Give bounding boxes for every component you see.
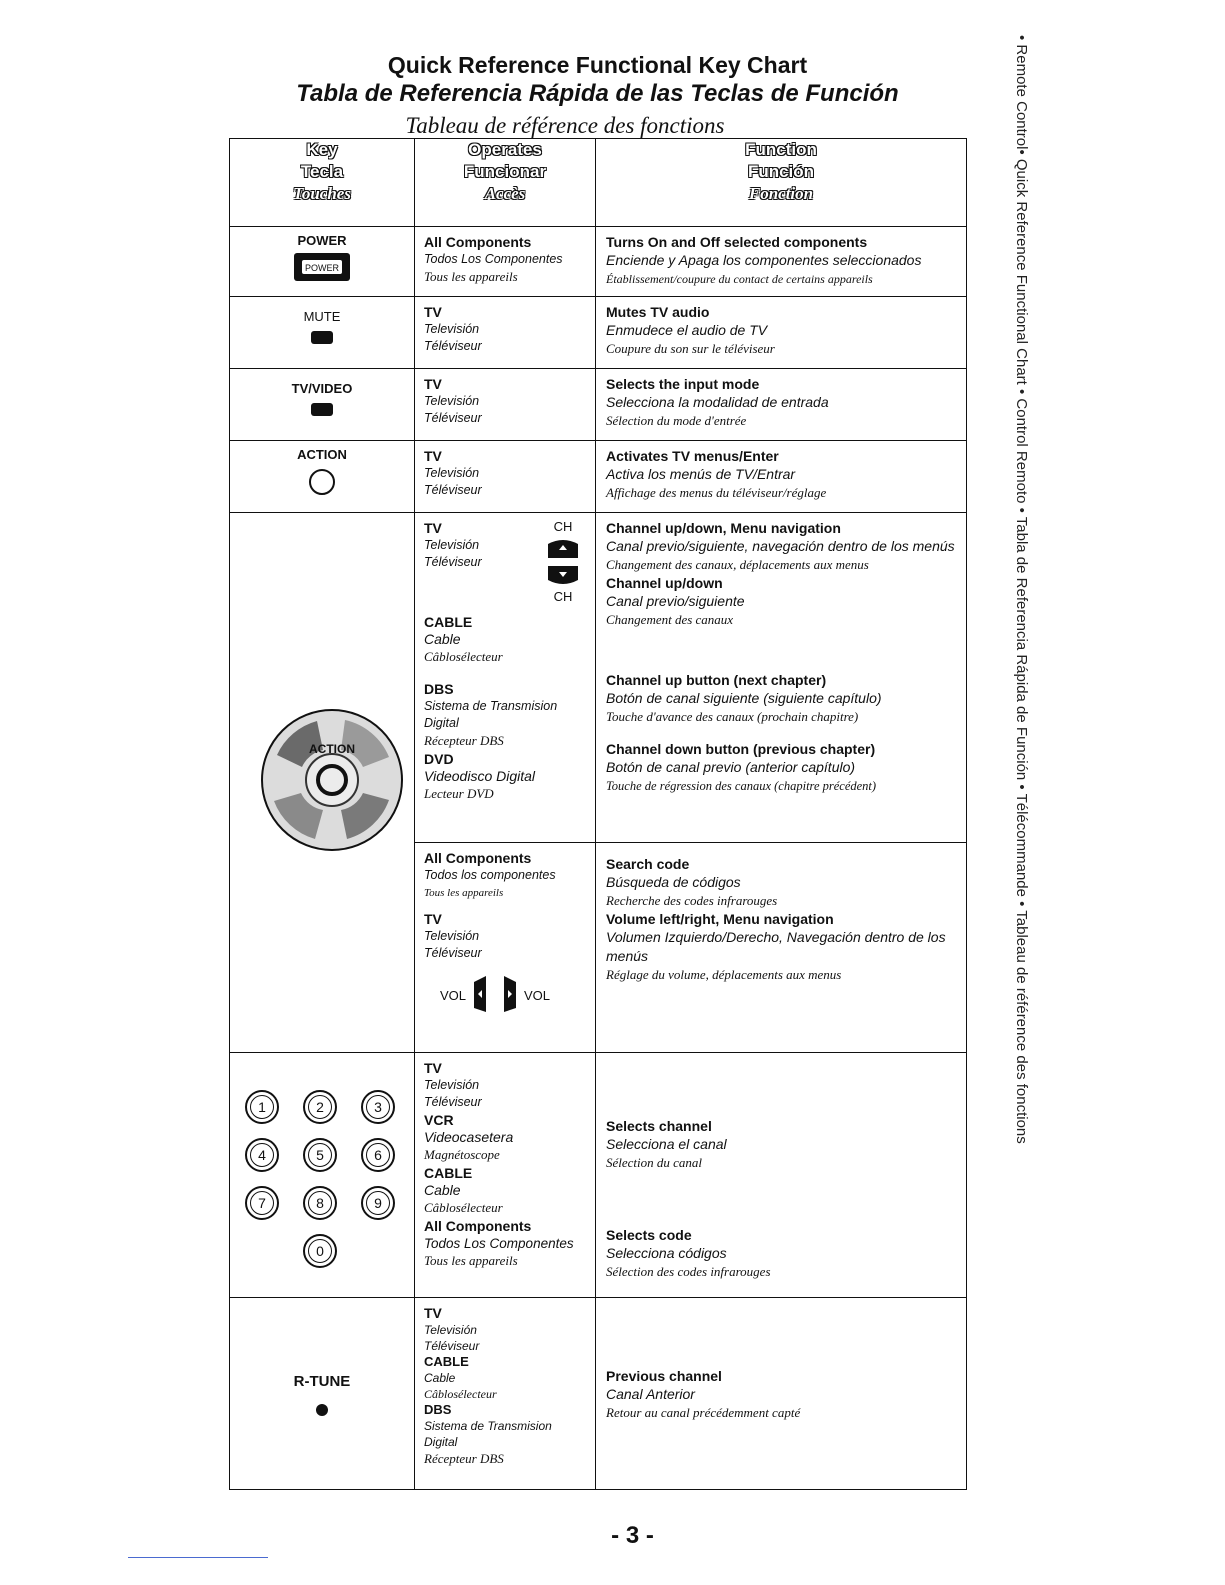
action-pad-label: ACTION [309, 742, 355, 756]
bottom-rule [128, 1557, 268, 1558]
function-cell: Selects the input mode Selecciona la modalidad de entrada Sélection du mode d'entrée [596, 369, 967, 441]
power-icon-label: POWER [304, 263, 340, 273]
table-row [230, 441, 967, 513]
key-cell-rtune: R-TUNE [230, 1298, 415, 1490]
operates-cell: TV Televisión Téléviseur CH CH CABLE Cable Câblosélecteur DBS Sistema de Transmision Digital Récepteur DBS DVD Videodisco Digital Lecteur DVD [415, 513, 596, 843]
digit-8-button[interactable] [303, 1186, 337, 1220]
key-cell-mute: MUTE [230, 297, 415, 369]
digit-label: 2 [308, 1095, 332, 1119]
ch-label-bottom: CH [553, 589, 573, 604]
function-cell: Mutes TV audio Enmudece el audio de TV Coupure du son sur le téléviseur [596, 297, 967, 369]
channel-buttons [541, 519, 585, 604]
digit-4-button[interactable] [245, 1138, 279, 1172]
digit-label: 4 [250, 1143, 274, 1167]
digit-6-button[interactable] [361, 1138, 395, 1172]
side-running-header: • Remote Control• Quick Reference Functional Chart • Control Remoto • Tabla de Referencia Rápida de Función • Télécommande • Tableau de référence des fonctions [1013, 35, 1030, 1144]
key-cell-tvvideo: TV/VIDEO [230, 369, 415, 441]
key-cell-digits [230, 1053, 415, 1298]
function-cell: Channel up/down, Menu navigation Canal previo/siguiente, navegación dentro de los menús Changement des canaux, déplacements aux menus Channel up/down Canal previo/siguiente Changement des canaux Channel up button (next chapter) Botón de canal siguiente (siguiente capítulo) Touche d'avance des canaux (prochain chapitre) Channel down button (previous chapter) Botón de canal previo (anterior capítulo) Touche de régression des canaux (chapitre précédent) [596, 513, 967, 843]
table-row [230, 1053, 967, 1298]
header-key: Key Tecla Touches [230, 139, 415, 227]
operates-cell: All Components Todos los componentes Tous les appareils TV Televisión Téléviseur VOL VOL [415, 843, 596, 1053]
digit-label: 1 [250, 1095, 274, 1119]
volume-buttons [424, 974, 587, 1016]
title-english: Quick Reference Functional Key Chart [387, 52, 808, 78]
operates-cell: All Components Todos Los Componentes Tous les appareils [415, 227, 596, 297]
header-function: Function Función Fonction [596, 139, 967, 227]
function-cell: Previous channel Canal Anterior Retour au canal précédemment capté [596, 1298, 967, 1490]
table-row [230, 369, 967, 441]
digit-label: 7 [250, 1191, 274, 1215]
digit-2-button[interactable] [303, 1090, 337, 1124]
header-operates: Operates Funcionar Accès [415, 139, 596, 227]
function-cell: Selects channel Selecciona el canal Sélection du canal Selects code Selecciona códigos Sélection des codes infrarouges [596, 1053, 967, 1298]
key-cell-navpad [230, 513, 415, 1053]
page-number: - 3 - [611, 1522, 654, 1549]
title-french: Tableau de référence des fonctions [405, 113, 725, 138]
mute-button-icon[interactable] [311, 331, 333, 344]
table-row [230, 227, 967, 297]
key-cell-power [230, 227, 415, 297]
digit-label: 8 [308, 1191, 332, 1215]
number-keypad [230, 1090, 414, 1268]
vol-label-left: VOL [440, 987, 467, 1003]
digit-3-button[interactable] [361, 1090, 395, 1124]
function-cell: Turns On and Off selected components Enciende y Apaga los componentes seleccionados Établissement/coupure du contact de certains appareils [596, 227, 967, 297]
table-row [230, 513, 967, 843]
digit-label: 6 [366, 1143, 390, 1167]
digit-9-button[interactable] [361, 1186, 395, 1220]
channel-up-down-icon[interactable] [542, 534, 584, 590]
operates-cell: TV Televisión Téléviseur CABLE Cable Câblosélecteur DBS Sistema de Transmision Digital Récepteur DBS [415, 1298, 596, 1490]
table-row [230, 297, 967, 369]
digit-label: 9 [366, 1191, 390, 1215]
function-cell: Search code Búsqueda de códigos Recherche des codes infrarouges Volume left/right, Menu navigation Volumen Izquierdo/Derecho, Navegación dentro de los menús Réglage du volume, déplacements aux menus [596, 843, 967, 1053]
digit-1-button[interactable] [245, 1090, 279, 1124]
operates-cell: TV Televisión Téléviseur [415, 369, 596, 441]
navigation-pad-icon[interactable] [257, 705, 407, 855]
digit-label: 3 [366, 1095, 390, 1119]
digit-label: 0 [308, 1239, 332, 1263]
operates-cell: TV Televisión Téléviseur [415, 441, 596, 513]
power-button-icon[interactable] [293, 252, 351, 282]
digit-0-button[interactable] [303, 1234, 337, 1268]
action-button-icon[interactable] [306, 466, 338, 498]
vol-label-right: VOL [524, 987, 551, 1003]
table-row [230, 1298, 967, 1490]
operates-cell: TV Televisión Téléviseur [415, 297, 596, 369]
digit-7-button[interactable] [245, 1186, 279, 1220]
operates-cell: TV Televisión Téléviseur VCR Videocasetera Magnétoscope CABLE Cable Câblosélecteur All Components Todos Los Componentes Tous les appareils [415, 1053, 596, 1298]
key-label: POWER [297, 233, 347, 248]
key-cell-action: ACTION [230, 441, 415, 513]
tvvideo-button-icon[interactable] [311, 403, 333, 416]
volume-left-right-icon[interactable] [470, 974, 520, 1016]
rtune-button-icon[interactable] [316, 1404, 328, 1416]
digit-label: 5 [308, 1143, 332, 1167]
key-chart-table [229, 138, 967, 1490]
ch-label-top: CH [553, 519, 573, 534]
function-cell: Activates TV menus/Enter Activa los menús de TV/Entrar Affichage des menus du téléviseur/réglage [596, 441, 967, 513]
digit-5-button[interactable] [303, 1138, 337, 1172]
header-row [230, 139, 967, 227]
title-spanish: Tabla de Referencia Rápida de las Teclas de Función [296, 80, 899, 107]
